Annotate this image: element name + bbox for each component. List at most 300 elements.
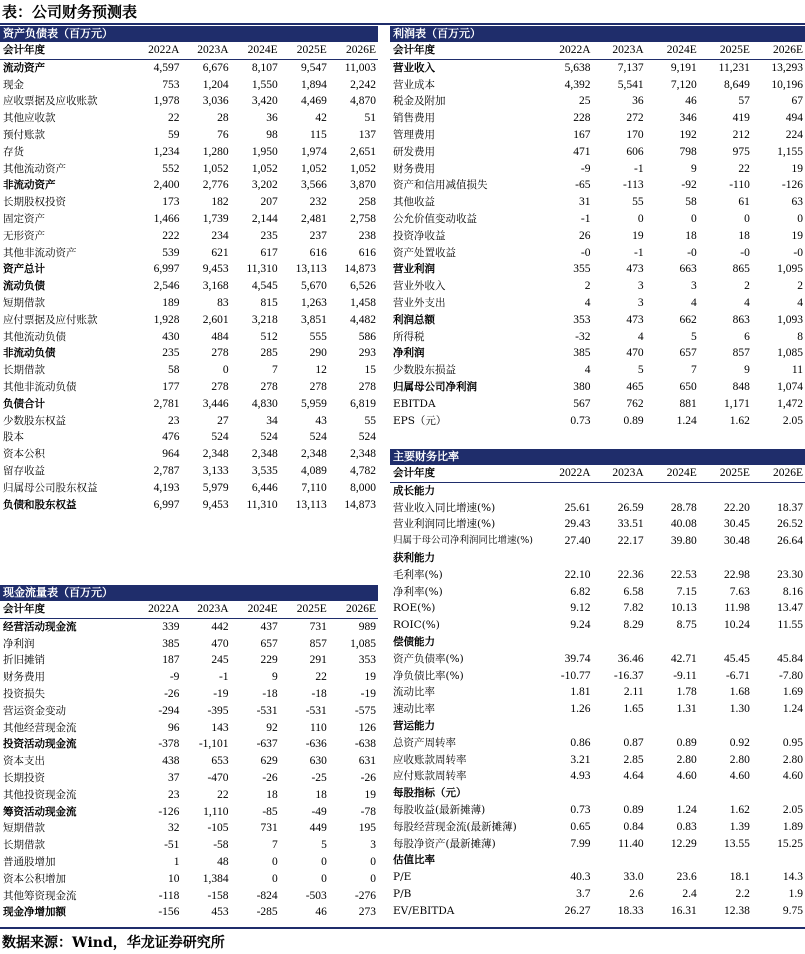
year-header: 2023A <box>593 465 646 482</box>
row-value: 6,819 <box>350 397 376 410</box>
year-header: 2023A <box>181 42 230 59</box>
row-value: 1 <box>173 855 180 868</box>
row-value <box>593 718 646 735</box>
row-value: 3,566 <box>300 179 327 192</box>
row-value: 6,676 <box>202 61 229 74</box>
row-value: 1,095 <box>777 263 803 276</box>
row-value: -0 <box>687 246 697 259</box>
row-label: 资本支出 <box>3 755 45 768</box>
row-value: 8,000 <box>350 481 376 494</box>
table-row <box>390 836 805 853</box>
row-value: 285 <box>260 347 278 360</box>
row-value: 15 <box>364 364 376 377</box>
row-value: 1,458 <box>350 296 376 309</box>
row-value: 0.73 <box>570 803 591 816</box>
row-value: 731 <box>260 822 278 835</box>
row-value: 27 <box>217 414 229 427</box>
row-value: 278 <box>211 347 229 360</box>
row-value: 4,830 <box>251 397 278 410</box>
row-value: 83 <box>217 296 229 309</box>
row-value: 10.13 <box>670 602 697 615</box>
row-value: 5 <box>321 839 327 852</box>
row-value: 22 <box>738 162 750 175</box>
row-value: 235 <box>260 229 278 242</box>
row-value: 9,547 <box>300 61 327 74</box>
row-label: 营运能力 <box>393 719 435 732</box>
row-value: 23 <box>167 414 180 427</box>
table-row <box>0 720 378 737</box>
row-value: -0 <box>740 246 750 259</box>
row-label: 财务费用 <box>393 162 435 175</box>
table-row <box>0 127 378 144</box>
row-value: 621 <box>211 246 229 259</box>
row-value: -25 <box>311 771 327 784</box>
year-header: 2022A <box>132 601 181 618</box>
row-value: 229 <box>260 654 278 667</box>
row-value: 0 <box>370 855 376 868</box>
row-value: 195 <box>358 822 376 835</box>
row-value: 2.05 <box>782 414 803 427</box>
row-value: -1 <box>634 162 644 175</box>
row-value: 9,453 <box>202 498 229 511</box>
table-row <box>0 497 378 514</box>
table-row <box>390 869 805 886</box>
row-value: 1,978 <box>153 95 180 108</box>
row-label: 投资净收益 <box>393 229 446 242</box>
row-value: 291 <box>309 654 327 667</box>
row-value: 9 <box>690 162 697 175</box>
row-value: -378 <box>158 738 180 751</box>
row-value <box>593 852 646 869</box>
row-value: 524 <box>358 431 376 444</box>
row-value: 1.69 <box>782 686 803 699</box>
row-label: 投资活动现金流 <box>3 738 77 751</box>
row-value: 2.05 <box>782 803 803 816</box>
row-value: 4,469 <box>300 95 327 108</box>
row-value: 3 <box>637 280 644 293</box>
row-value: 473 <box>626 313 644 326</box>
row-value: 7.82 <box>623 602 644 615</box>
row-value: 1,155 <box>777 145 803 158</box>
row-value <box>752 718 805 735</box>
row-value: 18 <box>685 229 697 242</box>
table-row <box>390 886 805 903</box>
row-value: 7.63 <box>729 585 750 598</box>
row-value: 15.25 <box>777 837 803 850</box>
row-value: 14,873 <box>344 263 376 276</box>
row-value: 2,348 <box>300 448 327 461</box>
table-row <box>0 787 378 804</box>
table-row <box>0 618 378 635</box>
row-value: 37 <box>167 771 180 784</box>
row-value: 4.60 <box>782 770 803 783</box>
table-row <box>0 770 378 787</box>
row-value: 173 <box>162 196 180 209</box>
row-value: 524 <box>211 431 229 444</box>
row-value: 753 <box>162 78 180 91</box>
row-value: 3,133 <box>202 464 229 477</box>
row-value: 40.3 <box>570 871 591 884</box>
row-value: 0.86 <box>570 736 591 749</box>
row-value: 10,196 <box>771 78 803 91</box>
row-value: 1.78 <box>676 686 697 699</box>
row-value: 631 <box>358 755 376 768</box>
table-row <box>0 804 378 821</box>
row-value: 1,052 <box>300 162 327 175</box>
table-row <box>390 482 805 499</box>
row-value: 0.89 <box>676 736 697 749</box>
row-value: 26 <box>579 229 591 242</box>
row-label: 归属母公司净利润 <box>393 380 477 393</box>
row-value: 212 <box>732 128 750 141</box>
row-label: 普通股增加 <box>3 855 56 868</box>
row-value: 9.75 <box>782 904 803 917</box>
row-value: 96 <box>167 721 180 734</box>
year-header: 2023A <box>593 42 646 59</box>
row-value: 2.80 <box>676 753 697 766</box>
table-row <box>390 413 805 430</box>
row-value: 3,420 <box>251 95 278 108</box>
row-value: 3,870 <box>350 179 376 192</box>
row-value: 524 <box>309 431 327 444</box>
row-value: 11.40 <box>618 837 644 850</box>
row-value: 1.39 <box>729 820 750 833</box>
row-value: 7,137 <box>617 61 644 74</box>
row-value: 55 <box>632 196 644 209</box>
table-row <box>390 211 805 228</box>
row-value: 0.65 <box>570 820 591 833</box>
row-label: 短期借款 <box>3 822 45 835</box>
row-value: -26 <box>164 687 180 700</box>
row-label: ROE(%) <box>393 602 436 615</box>
row-value: 512 <box>260 330 278 343</box>
table-row <box>0 362 378 379</box>
row-value: 2,144 <box>251 212 278 225</box>
row-value: 18 <box>266 788 278 801</box>
row-value: 98 <box>266 128 278 141</box>
row-value: 27.40 <box>564 535 591 548</box>
row-value: -9 <box>169 671 180 684</box>
row-label: 应收票据及应收账款 <box>3 95 98 108</box>
row-label: 营业利润同比增速(%) <box>393 518 496 531</box>
row-value: 1.9 <box>788 887 803 900</box>
row-label: 非流动资产 <box>3 179 56 192</box>
row-value: 4 <box>690 296 697 309</box>
row-value: 177 <box>162 380 180 393</box>
row-value: 1,894 <box>300 78 327 91</box>
table-row <box>0 295 378 312</box>
table-row <box>0 446 378 463</box>
row-value: 19 <box>791 229 803 242</box>
row-value: 6,997 <box>153 498 180 511</box>
cashflow-table <box>0 601 378 921</box>
row-value: 51 <box>364 112 376 125</box>
row-value: -9.11 <box>673 669 697 682</box>
row-value: 9 <box>271 671 278 684</box>
row-value: 22.98 <box>723 568 750 581</box>
year-header: 2025E <box>699 42 752 59</box>
row-value: 46 <box>685 95 697 108</box>
row-value: 39.80 <box>670 535 697 548</box>
year-header: 2024E <box>646 42 699 59</box>
table-row <box>390 127 805 144</box>
header-row <box>0 601 378 618</box>
row-label: 每股指标（元） <box>393 787 467 800</box>
row-value: 1,074 <box>777 380 803 393</box>
row-value: 1.24 <box>676 414 697 427</box>
year-header: 2026E <box>329 42 378 59</box>
table-row <box>0 245 378 262</box>
table-row <box>390 177 805 194</box>
row-value <box>752 482 805 499</box>
table-row <box>390 396 805 413</box>
row-value <box>752 852 805 869</box>
row-value: -531 <box>305 704 327 717</box>
row-value: 16.31 <box>670 904 697 917</box>
row-value: -575 <box>354 704 376 717</box>
row-value: 8.16 <box>782 585 803 598</box>
row-label: 其他非流动资产 <box>3 246 77 259</box>
row-value: -156 <box>158 906 180 919</box>
table-row <box>390 584 805 601</box>
row-value <box>593 785 646 802</box>
income-statement-panel <box>390 26 805 429</box>
row-label: 获利能力 <box>393 551 435 564</box>
table-row <box>0 820 378 837</box>
row-value: -1 <box>218 671 229 684</box>
row-value: 653 <box>211 755 229 768</box>
row-value: 0 <box>271 872 278 885</box>
row-value <box>539 718 592 735</box>
row-label: EV/EBITDA <box>393 904 455 917</box>
row-value: 567 <box>573 397 591 410</box>
row-value: 1,472 <box>777 397 803 410</box>
row-value: 22 <box>217 788 229 801</box>
year-header: 2023A <box>181 601 230 618</box>
row-value: 9.12 <box>570 602 591 615</box>
income-statement-title: 利润表（百万元） <box>390 26 805 42</box>
row-label: 营业收入 <box>393 61 435 74</box>
row-value: 355 <box>573 263 591 276</box>
row-label: 应付账款周转率 <box>393 770 467 783</box>
row-label: 营运资金变动 <box>3 704 66 717</box>
row-value: 9 <box>744 364 750 377</box>
row-label: 公允价值变动收益 <box>393 212 477 225</box>
row-label: 折旧摊销 <box>3 654 45 667</box>
row-value: 353 <box>358 654 376 667</box>
row-value: -49 <box>311 805 327 818</box>
row-value: 1,974 <box>300 145 327 158</box>
row-value: 33.51 <box>617 518 644 531</box>
row-value: 4,392 <box>564 78 591 91</box>
row-label: 营业成本 <box>393 78 435 91</box>
row-value: -637 <box>256 738 278 751</box>
row-value: 2.2 <box>735 887 750 900</box>
table-row <box>390 533 805 550</box>
row-value: 45.45 <box>723 652 750 665</box>
table-row <box>0 194 378 211</box>
row-value: 42 <box>315 112 327 125</box>
row-value: 278 <box>211 380 229 393</box>
row-value: -824 <box>256 889 278 902</box>
row-value: 7,110 <box>301 481 327 494</box>
row-value: 34 <box>266 414 278 427</box>
row-value: 238 <box>358 229 376 242</box>
row-value: 11,231 <box>718 61 750 74</box>
row-label: 少数股东权益 <box>3 414 66 427</box>
row-label: 少数股东损益 <box>393 364 456 377</box>
row-value: 18.37 <box>777 501 803 514</box>
row-value <box>752 785 805 802</box>
table-row <box>390 228 805 245</box>
row-value: 30.45 <box>723 518 750 531</box>
row-value: 12.29 <box>670 837 697 850</box>
row-value: 36 <box>266 112 278 125</box>
row-label: 毛利率(%) <box>393 568 443 581</box>
row-label: 流动资产 <box>3 61 45 74</box>
row-value: 61 <box>738 196 750 209</box>
row-label: 所得税 <box>393 330 425 343</box>
row-value: 0 <box>321 872 327 885</box>
row-value: 1,466 <box>153 212 180 225</box>
row-value: 222 <box>162 229 180 242</box>
row-value: 11 <box>791 364 803 377</box>
row-value: 25 <box>579 95 591 108</box>
row-value: 187 <box>162 654 180 667</box>
row-value: 1.26 <box>570 703 591 716</box>
table-row <box>390 516 805 533</box>
row-value: 9.24 <box>570 619 591 632</box>
table-row <box>0 703 378 720</box>
row-value: 0 <box>271 855 278 868</box>
year-header: 2024E <box>231 42 280 59</box>
row-label: 长期股权投资 <box>3 196 66 209</box>
row-value: 58 <box>685 196 697 209</box>
row-value: 385 <box>573 347 591 360</box>
row-value: 46 <box>315 906 327 919</box>
row-value: 617 <box>260 246 278 259</box>
row-value: 272 <box>626 112 644 125</box>
row-label: 现金净增加额 <box>3 906 66 919</box>
row-value: 6,997 <box>153 263 180 276</box>
table-row <box>0 753 378 770</box>
row-value: 4.93 <box>570 770 591 783</box>
row-value: 13.55 <box>723 837 750 850</box>
row-label: 每股净资产(最新摊薄) <box>393 837 496 850</box>
row-value: 5 <box>637 364 644 377</box>
table-row <box>0 278 378 295</box>
row-label: 投资损失 <box>3 687 45 700</box>
table-row <box>0 211 378 228</box>
row-value <box>593 482 646 499</box>
row-value: 2,776 <box>202 179 229 192</box>
table-row <box>0 837 378 854</box>
row-value <box>699 785 752 802</box>
row-value: 4 <box>797 296 803 309</box>
row-value: 346 <box>679 112 697 125</box>
row-value: 0 <box>690 212 697 225</box>
row-value: 55 <box>364 414 376 427</box>
row-value: -78 <box>360 805 376 818</box>
row-value: 2,651 <box>350 145 376 158</box>
row-value: 1.24 <box>676 803 697 816</box>
row-label: 净利润 <box>393 347 425 360</box>
row-value: 471 <box>573 145 591 158</box>
row-value: 8,107 <box>251 61 278 74</box>
table-row <box>390 718 805 735</box>
row-value: 339 <box>162 620 180 633</box>
page-title: 表：公司财务预测表 <box>2 3 138 21</box>
row-value: 4,870 <box>350 95 376 108</box>
row-value: 419 <box>732 112 750 125</box>
row-label: 营业收入同比增速(%) <box>393 501 496 514</box>
row-label: 留存收益 <box>3 464 45 477</box>
row-value <box>646 482 699 499</box>
row-label: 长期借款 <box>3 364 45 377</box>
row-value: 1.81 <box>570 686 591 699</box>
table-row <box>390 903 805 920</box>
row-value: 258 <box>358 196 376 209</box>
row-value: 0.73 <box>570 414 591 427</box>
row-value: 4 <box>584 364 591 377</box>
row-value <box>752 550 805 567</box>
year-header: 2024E <box>646 465 699 482</box>
row-value: 110 <box>309 721 327 734</box>
year-header: 2022A <box>539 42 592 59</box>
row-label: 净负债比率(%) <box>393 669 464 682</box>
row-label: 利润总额 <box>393 313 435 326</box>
row-label: 每股收益(最新摊薄) <box>393 803 486 816</box>
row-label: 短期借款 <box>3 296 45 309</box>
row-value: 1.30 <box>729 703 750 716</box>
year-header: 2022A <box>539 465 592 482</box>
row-value: 28.78 <box>670 501 697 514</box>
row-value: 5 <box>690 330 697 343</box>
row-value: 3,168 <box>202 280 229 293</box>
row-value: 863 <box>732 313 750 326</box>
row-value: 4 <box>637 330 644 343</box>
table-row <box>390 567 805 584</box>
table-row <box>0 669 378 686</box>
row-value: 36 <box>632 95 644 108</box>
row-value: 18.1 <box>729 871 750 884</box>
row-value: 0.87 <box>623 736 644 749</box>
table-row <box>390 345 805 362</box>
row-value <box>699 852 752 869</box>
row-value: -92 <box>681 179 697 192</box>
row-value: 465 <box>626 380 644 393</box>
row-label: 流动比率 <box>393 686 435 699</box>
row-value: 524 <box>260 431 278 444</box>
table-row <box>390 802 805 819</box>
cashflow-panel <box>0 585 378 921</box>
row-value: 228 <box>573 112 591 125</box>
row-value: 22.36 <box>617 568 644 581</box>
row-value: 6 <box>744 330 750 343</box>
row-value: 964 <box>162 448 180 461</box>
row-value: 1.62 <box>729 414 750 427</box>
row-value: 8.29 <box>623 619 644 632</box>
row-value: 11,003 <box>344 61 376 74</box>
table-row <box>0 480 378 497</box>
row-value: -19 <box>213 687 229 700</box>
row-value: 59 <box>167 128 180 141</box>
table-row <box>390 144 805 161</box>
row-label: 销售费用 <box>393 112 435 125</box>
row-label: 研发费用 <box>393 145 435 158</box>
row-label: 归属于母公司净利润同比增速(%) <box>393 535 533 547</box>
row-value: 278 <box>309 380 327 393</box>
